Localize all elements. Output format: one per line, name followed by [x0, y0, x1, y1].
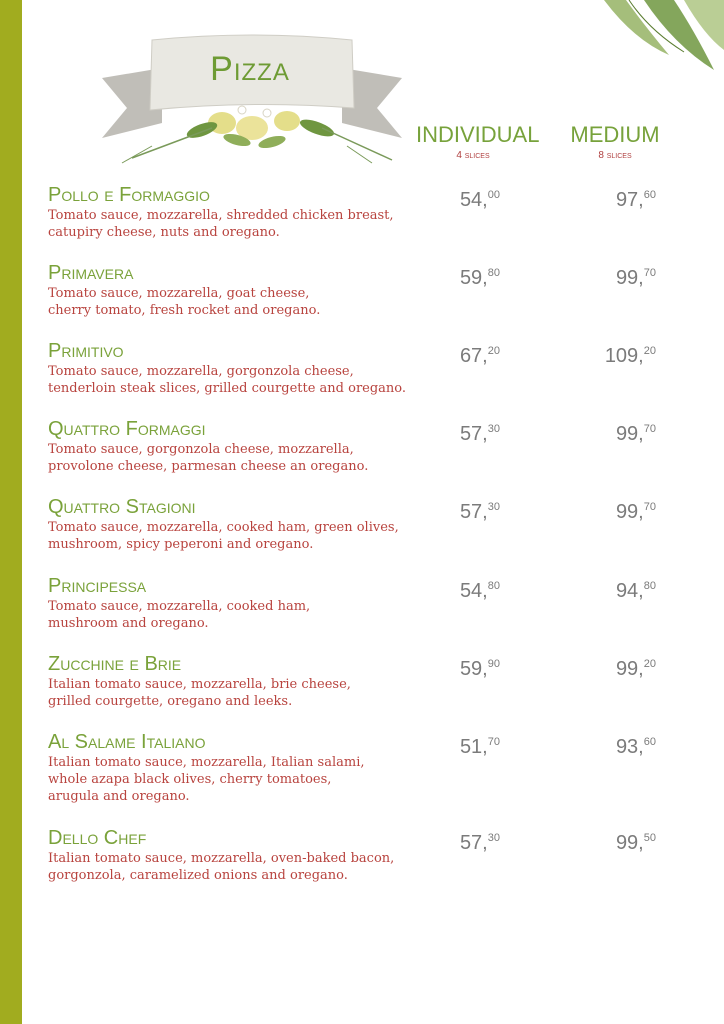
item-description: Italian tomato sauce, mozzarella, brie cheese, grilled courgette, oregano and leeks. — [48, 677, 351, 709]
menu-item — [48, 574, 688, 632]
column-name: INDIVIDUAL — [416, 122, 540, 147]
price-individual: 57,30 — [459, 832, 500, 854]
menu-title: Pizza — [210, 50, 290, 88]
side-accent-bar — [0, 0, 22, 1024]
price-medium: 94,80 — [615, 580, 656, 602]
column-header-individual — [416, 122, 540, 161]
item-description: Tomato sauce, mozzarella, cooked ham, green olives, mushroom, spicy peperoni and oregano. — [48, 520, 399, 552]
price-individual: 51,70 — [459, 736, 500, 758]
menu-item — [48, 826, 688, 884]
menu-item — [48, 495, 688, 553]
item-description: Tomato sauce, mozzarella, cooked ham, mushroom and oregano. — [48, 599, 311, 631]
menu-item — [48, 339, 688, 397]
price-medium: 97,60 — [615, 189, 656, 211]
column-name: MEDIUM — [570, 122, 660, 147]
item-description: Tomato sauce, mozzarella, gorgonzola cheese, tenderloin steak slices, grilled courgette and oregano. — [48, 364, 407, 396]
item-description: Italian tomato sauce, mozzarella, Italian salami, whole azapa black olives, cherry tomatoes, arugula and oregano. — [48, 755, 365, 804]
price-medium: 99,70 — [615, 501, 656, 523]
column-header-medium — [570, 122, 660, 161]
price-individual: 54,80 — [459, 580, 500, 602]
item-name: Primavera — [48, 262, 134, 284]
item-description: Tomato sauce, gorgonzola cheese, mozzarella, provolone cheese, parmesan cheese an oregano. — [48, 442, 369, 474]
price-medium: 99,20 — [615, 658, 656, 680]
menu-item — [48, 183, 688, 241]
item-name: Primitivo — [48, 340, 124, 362]
item-name: Al Salame Italiano — [48, 731, 206, 753]
price-medium: 99,70 — [615, 423, 656, 445]
price-medium: 93,60 — [615, 736, 656, 758]
price-medium: 99,70 — [615, 267, 656, 289]
menu-item — [48, 417, 688, 475]
item-name: Zucchine e Brie — [48, 653, 182, 675]
item-name: Quattro Stagioni — [48, 496, 196, 518]
price-individual: 59,90 — [459, 658, 500, 680]
item-description: Tomato sauce, mozzarella, goat cheese, cherry tomato, fresh rocket and oregano. — [48, 286, 321, 318]
menu-item — [48, 261, 688, 319]
item-name: Quattro Formaggi — [48, 418, 206, 440]
leaves-illustration — [574, 0, 724, 90]
item-name: Dello Chef — [48, 827, 147, 849]
price-medium: 99,50 — [615, 832, 656, 854]
item-description: Tomato sauce, mozzarella, shredded chicken breast, catupiry cheese, nuts and oregano. — [48, 208, 394, 240]
menu-item — [48, 652, 688, 710]
item-name: Pollo e Formaggio — [48, 184, 210, 206]
column-subtitle: 8 slices — [598, 150, 632, 161]
price-individual: 57,30 — [459, 423, 500, 445]
price-medium: 109,20 — [604, 345, 656, 367]
price-individual: 54,00 — [459, 189, 500, 211]
item-name: Principessa — [48, 575, 147, 597]
price-individual: 67,20 — [459, 345, 500, 367]
column-subtitle: 4 slices — [456, 150, 490, 161]
price-individual: 57,30 — [459, 501, 500, 523]
price-individual: 59,80 — [459, 267, 500, 289]
item-description: Italian tomato sauce, mozzarella, oven-baked bacon, gorgonzola, caramelized onions and oregano. — [48, 851, 395, 883]
menu-item — [48, 730, 688, 805]
